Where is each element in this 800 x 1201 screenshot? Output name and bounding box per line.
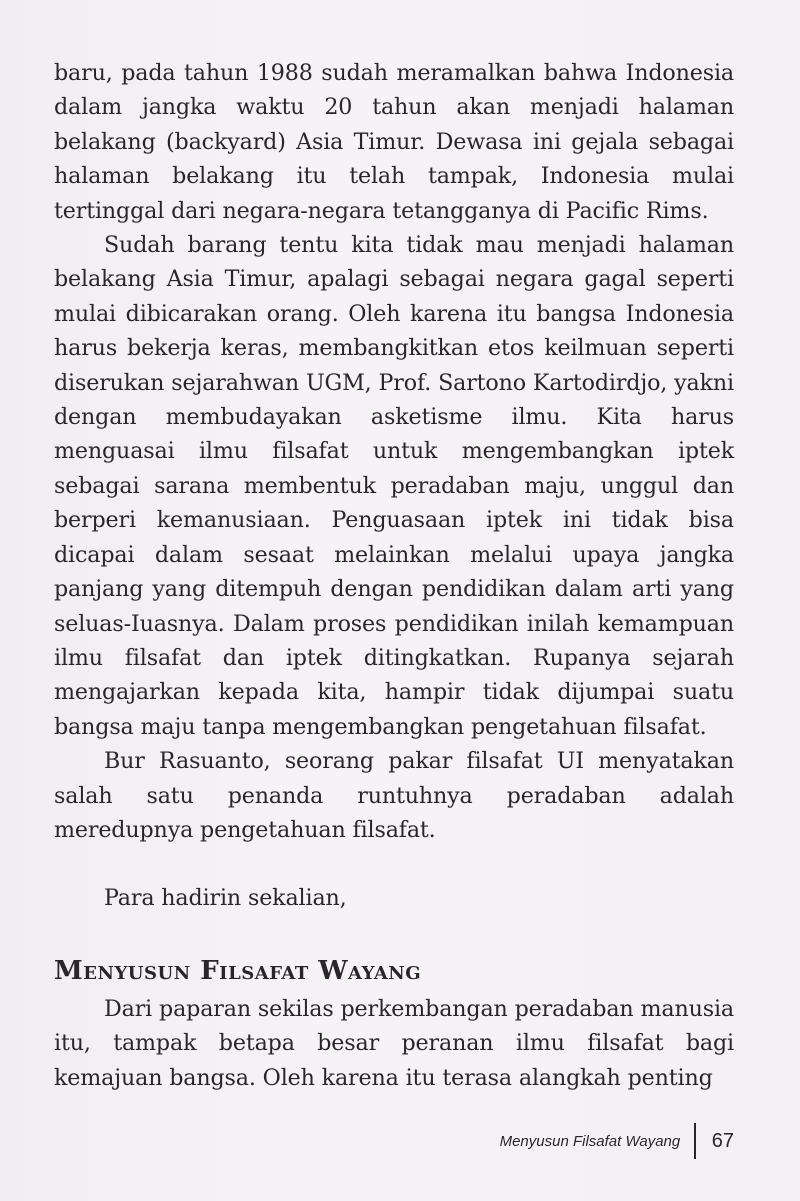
footer-divider bbox=[694, 1123, 696, 1159]
page-number: 67 bbox=[711, 1129, 734, 1152]
paragraph-4: Para hadirin sekalian, bbox=[104, 885, 347, 912]
paragraph-3: Bur Rasuanto, seorang pakar filsafat UI menyatakan salah satu penanda runtuhnya peradaban adalah meredupnya pengetahuan filsafat. bbox=[54, 748, 734, 843]
section-heading: Menyusun Filsafat Wayang bbox=[54, 955, 422, 986]
section-paragraph: Dari paparan sekilas perkembangan peradaban manusia itu, tampak betapa besar peranan ilmu filsafat bagi kemajuan bangsa. Oleh karena itu terasa alangkah penting bbox=[54, 995, 734, 1091]
paragraph-2: Sudah barang tentu kita tidak mau menjadi halaman belakang Asia Timur, apalagi sebagai negara gagal seperti mulai dibicarakan orang. Oleh karena itu bangsa Indonesia harus bekerja keras, membangkitkan etos keilmuan seperti diserukan sejarahwan UGM, Prof. Sartono Kartodirdjo, yakni dengan membudayakan asketisme ilmu. Kita harus menguasai ilmu filsafat untuk mengembangkan iptek sebagai sarana membentuk peradaban maju, unggul dan berperi kemanusiaan. Penguasaan iptek ini tidak bisa dicapai dalam sesaat melainkan melalui upaya jangka panjang yang ditempuh dengan pendidikan dalam arti yang seluas-Iuasnya. Dalam proses pendidikan inilah kemampuan ilmu filsafat dan iptek ditingkatkan. Rupanya sejarah mengajarkan kepada kita, hampir tidak dijumpai suatu bangsa maju tanpa mengembangkan pengetahuan filsafat. bbox=[54, 232, 734, 740]
body-text bbox=[54, 56, 734, 1095]
page-footer bbox=[500, 1122, 734, 1160]
running-title: Menyusun Filsafat Wayang bbox=[499, 1132, 681, 1150]
paragraph-1: baru, pada tahun 1988 sudah meramalkan bahwa Indonesia dalam jangka waktu 20 tahun akan menjadi halaman belakang (backyard) Asia Timur. Dewasa ini gejala sebagai halaman belakang itu telah tampak, Indonesia mulai tertinggal dari negara-negara tetangganya di Pacific Rims. bbox=[54, 60, 734, 224]
